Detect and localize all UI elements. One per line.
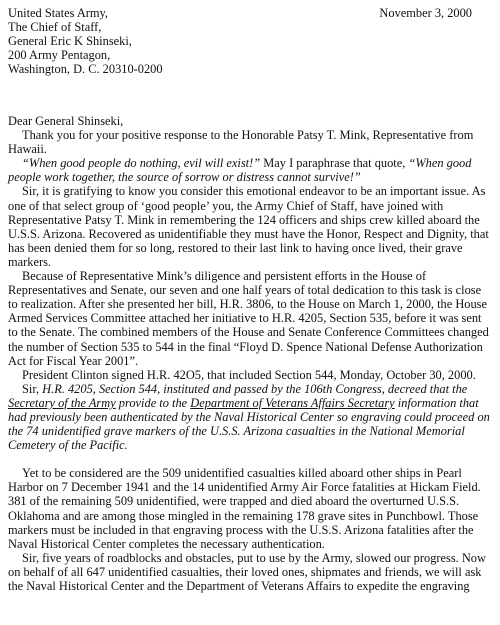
letter-date: November 3, 2000 <box>379 6 472 20</box>
letter-body <box>8 114 492 593</box>
paragraph-gap <box>8 452 492 466</box>
paragraph-2 <box>8 156 492 184</box>
secretary-army-text: Secretary of the Army <box>8 395 116 410</box>
paragraph-8: Sir, five years of roadblocks and obstacles, put to use by the Army, slowed our progress. Now on behalf of all 647 unidentified casualties, their loved ones, shipmates and friends, we will ask the Naval Historical Center and the Department of Veterans Affairs to expedite the engraving <box>8 550 486 593</box>
address-line: Washington, D. C. 20310-0200 <box>8 62 163 77</box>
quote-1: “When good people do nothing, evil will exist!” <box>22 156 261 171</box>
paragraph-1: Thank you for your positive response to the Honorable Patsy T. Mink, Representative from Hawaii. <box>8 128 474 157</box>
address-line: General Eric K Shinseki, <box>8 34 132 49</box>
paragraph-6-italic-3: information that had previously been authenticated by the Naval Historical Center so engraving could proceed on the 74 unidentified grave markers of the U.S.S. Arizona casualties in the National Memorial Cemetery of the Pacific. <box>8 395 490 453</box>
address-line: United States Army, <box>8 6 109 20</box>
salutation: Dear General Shinseki, <box>8 114 124 128</box>
paragraph-3: Sir, it is gratifying to know you consider this emotional endeavor to be an important issue. As one of that select group of ‘good people’ you, the Army Chief of Staff, have joined with Representative Patsy T. Mink in remembering the 124 officers and ships crew killed aboard the U.S.S. Arizona. Recovered as unidentifiable they must have the Honor, Respect and Dignity, that has been denied them for so long, restored to their last link to having once lived, their grave markers. <box>8 184 489 269</box>
paragraph-6-italic-1: H.R. 4205, Section 544, instituted and passed by the 106th Congress, decreed that the <box>42 381 468 396</box>
address-line: The Chief of Staff, <box>8 20 102 35</box>
paragraph-2-mid: May I paraphrase that quote, <box>260 156 409 171</box>
paragraph-7: Yet to be considered are the 509 unidentified casualties killed aboard other ships in Pearl Harbor on 7 December 1941 and the 14 unidentified Army Air Force fatalities at Hickam Field. 381 of the remaining 509 unidentified, were trapped and died aboard the overturned U.S.S. Oklahoma and are among those mingled in the remaining 178 grave sites in Punchbowl. Those markers must be included in that engraving process with the U.S.S. Arizona fatalities after the Naval Historical Center completes the necessary authentication. <box>8 466 481 551</box>
address-line: 200 Army Pentagon, <box>8 48 111 63</box>
paragraph-6 <box>8 382 492 452</box>
paragraph-5: President Clinton signed H.R. 42O5, that included Section 544, Monday, October 30, 2000. <box>22 367 476 382</box>
quote-2: “When good people work together, the source of sorrow or distress cannot survive!” <box>8 156 472 185</box>
letter-header <box>8 6 492 76</box>
paragraph-6-lead: Sir, <box>22 381 43 396</box>
paragraph-4: Because of Representative Mink’s diligence and persistent efforts in the House of Representatives and Senate, our seven and one half years of total dedication to this task is close to realization. After she presented her bill, H.R. 3806, to the House on March 1, 2000, the House Armed Services Committee attached her initiative to H.R. 4205, Section 535, before it was sent to the Senate. The combined members of the House and Senate Conference Committees changed the number of Section 535 to 544 in the final “Floyd D. Spence National Defense Authorization Act for Fiscal Year 2001”. <box>8 269 489 368</box>
paragraph-6-italic-2: provide to the <box>115 395 191 410</box>
va-secretary-text: Department of Veterans Affairs Secretary <box>190 395 395 410</box>
